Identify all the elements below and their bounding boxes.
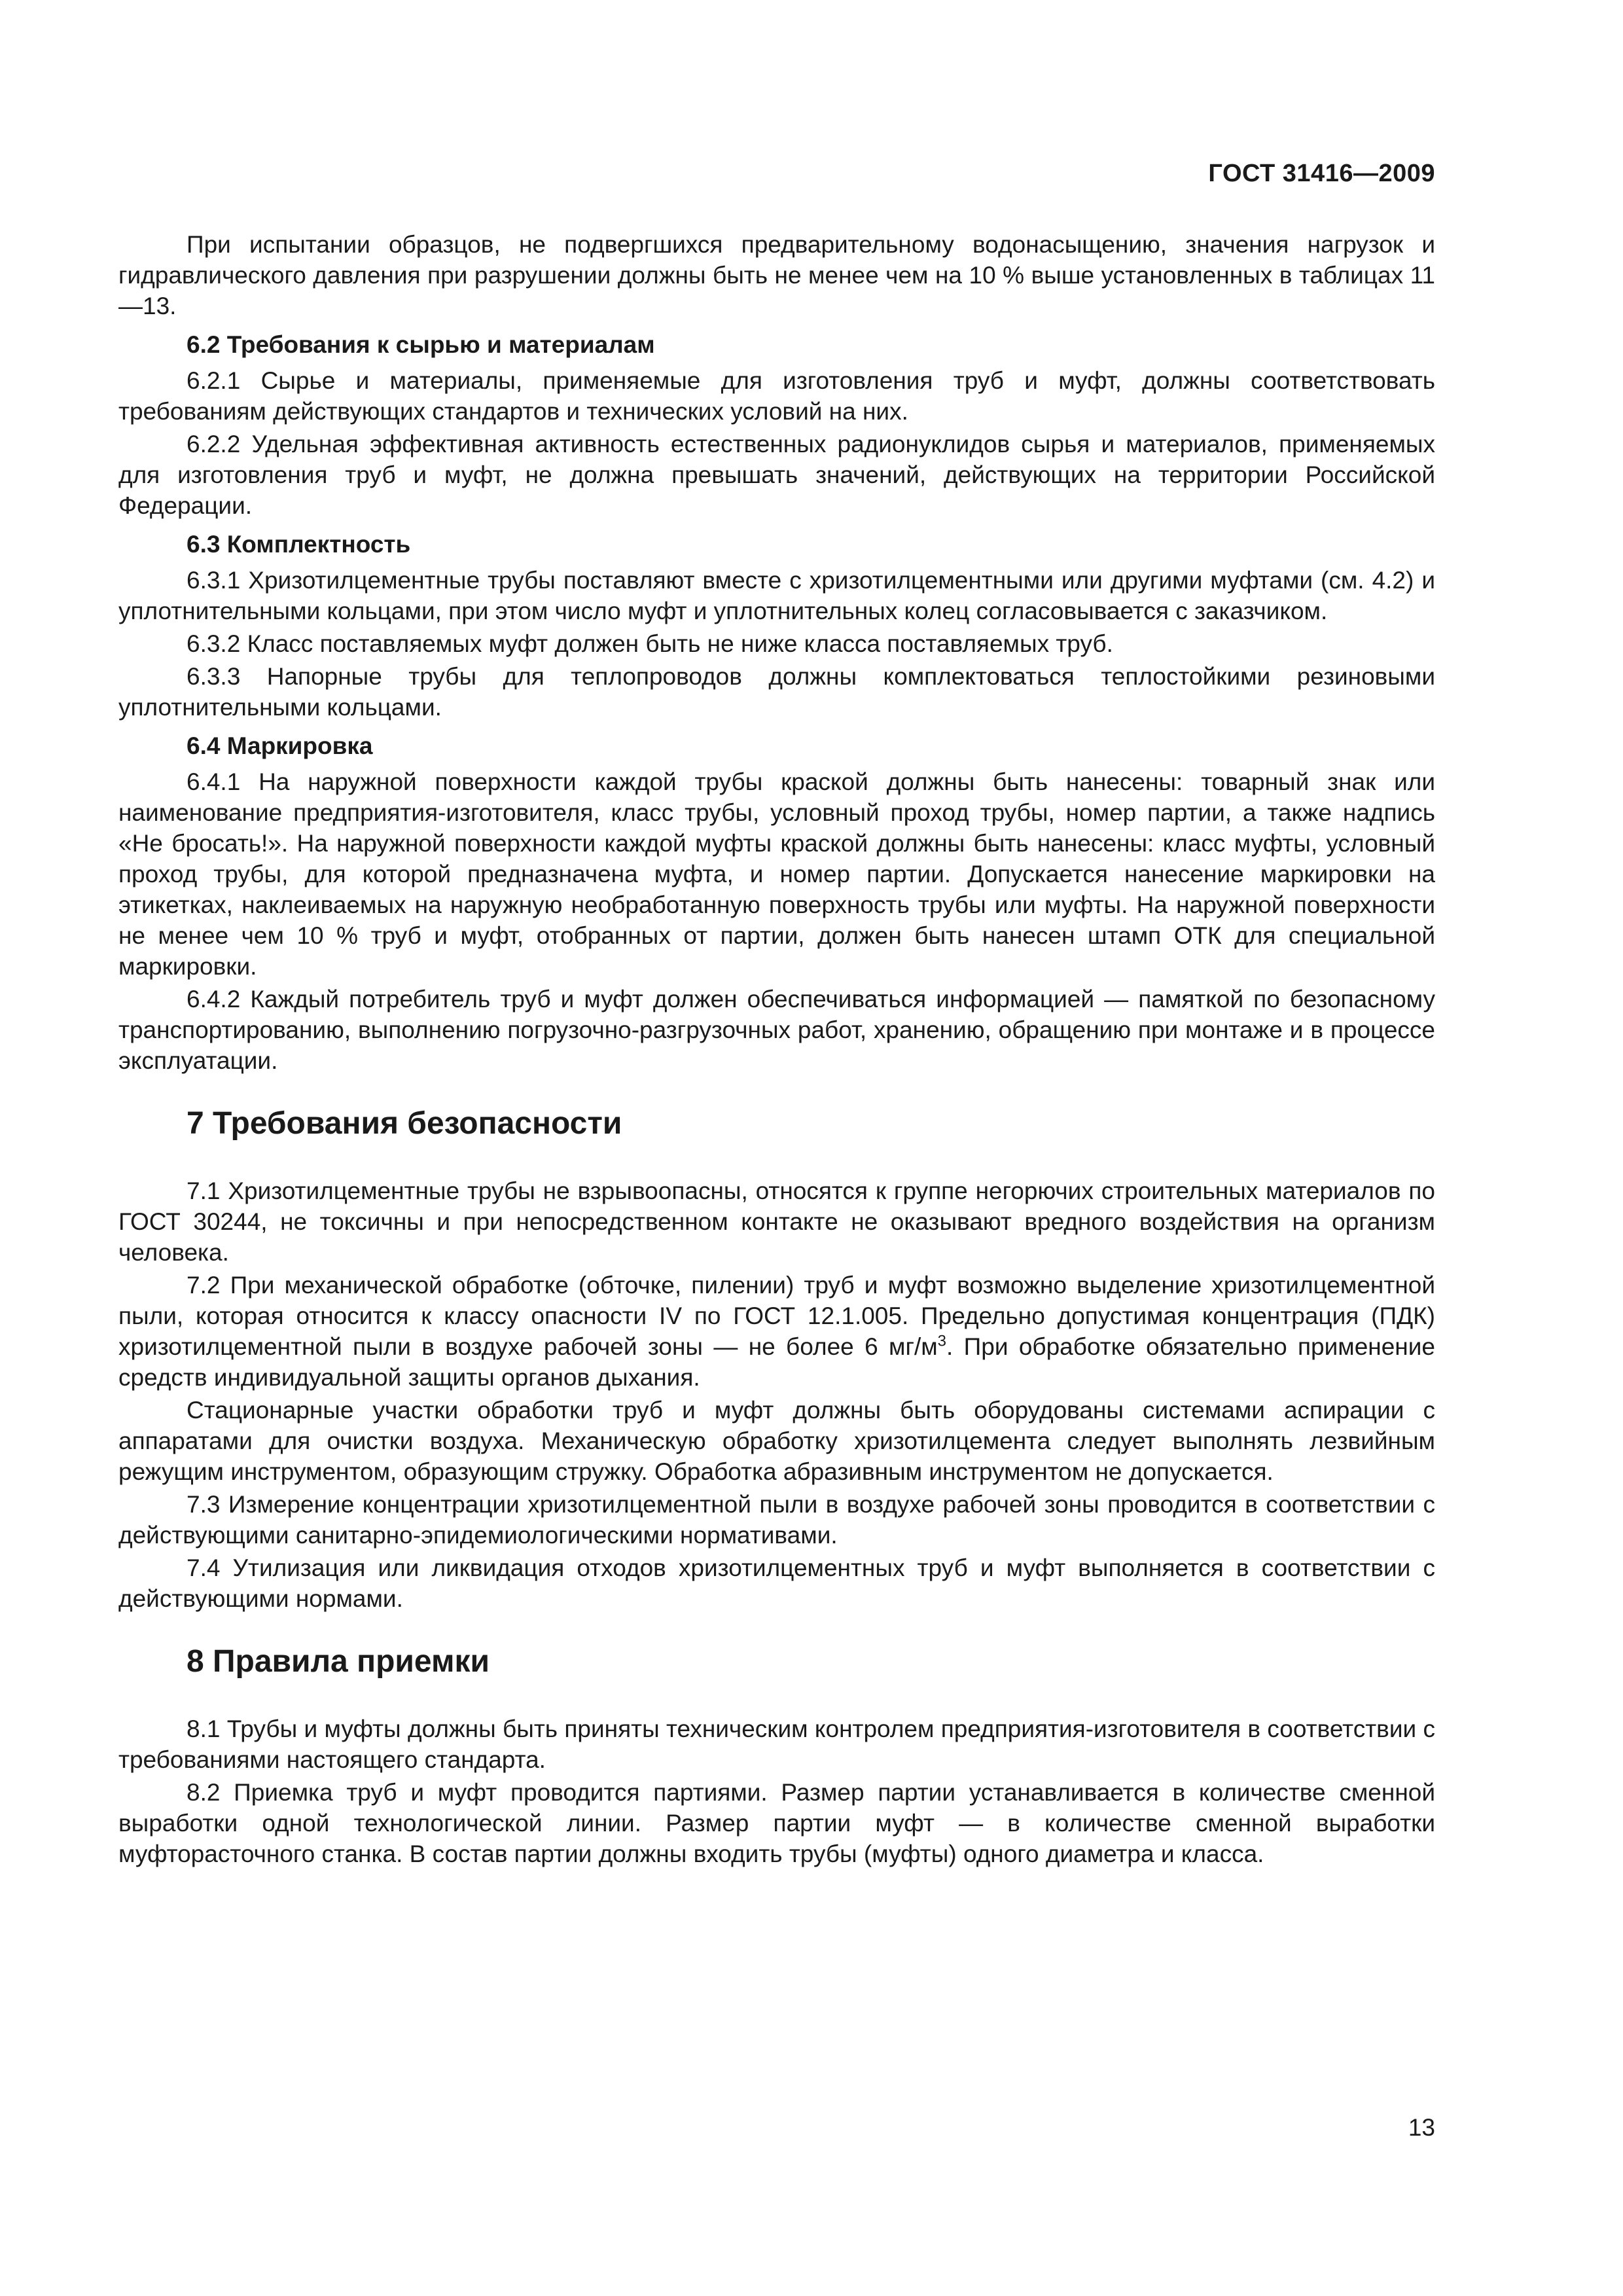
paragraph-text: 7.2 При механической обработке (обточке, пилении) труб и муфт возможно выделение хризотилцементной пыли, которая относится к классу опасности IV по ГОСТ 12.1.005. Предельно допустимая концентрация (ПДК) хризотилцементной пыли в воздухе рабочей зоны — не более 6 мг/м [118,1272,1435,1360]
section-heading: 7 Требования безопасности [187,1106,622,1141]
paragraph: 6.4.1 На наружной поверхности каждой трубы краской должны быть нанесены: товарный знак или наименование предприятия-изготовителя, класс трубы, условный проход трубы, номер партии, а также надпись «Не бросать!». На наружной поверхности каждой муфты краской должны быть нанесены: класс муфты, условный проход трубы, для которой предназначена муфта, и номер партии. Допускается нанесение маркировки на этикетках, наклеиваемых на наружную необработанную поверхность трубы или муфты. На наружной поверхности не менее чем 10 % труб и муфт, отобранных от партии, должен быть нанесен штамп ОТК для специальной маркировки. [118,768,1435,980]
paragraph: 8.1 Трубы и муфты должны быть приняты техническим контролем предприятия-изготовителя в соответствии с требованиями настоящего стандарта. [118,1715,1435,1773]
paragraph: При испытании образцов, не подвергшихся предварительному водонасыщению, значения нагрузок и гидравлического давления при разрушении должны быть не менее чем на 10 % выше установленных в таблицах 11—13. [118,231,1435,319]
superscript: 3 [937,1332,947,1350]
paragraph-text-tail: . При обработке обязательно применение средств индивидуальной защиты органов дыхания. [118,1333,1435,1391]
paragraph: 7.4 Утилизация или ликвидация отходов хризотилцементных труб и муфт выполняется в соответствии с действующими нормами. [118,1554,1435,1612]
paragraph: 6.3.2 Класс поставляемых муфт должен быть не ниже класса поставляемых труб. [187,630,1113,657]
paragraph: 6.4.2 Каждый потребитель труб и муфт должен обеспечиваться информацией — памяткой по безопасному транспортированию, выполнению погрузочно-разгрузочных работ, хранению, обращению при монтаже и в процессе эксплуатации. [118,986,1435,1074]
paragraph: 7.3 Измерение концентрации хризотилцементной пыли в воздухе рабочей зоны проводится в соответствии с действующими санитарно-эпидемиологическими нормативами. [118,1491,1435,1549]
paragraph: 6.3.3 Напорные трубы для теплопроводов должны комплектоваться теплостойкими резиновыми уплотнительными кольцами. [118,663,1435,721]
subsection-heading: 6.4 Маркировка [187,732,373,759]
paragraph: 8.2 Приемка труб и муфт проводится партиями. Размер партии устанавливается в количестве сменной выработки одной технологической линии. Размер партии муфт — в количестве сменной выработки муфторасточного станка. В состав партии должны входить трубы (муфты) одного диаметра и класса. [118,1779,1435,1867]
paragraph: Стационарные участки обработки труб и муфт должны быть оборудованы системами аспирации с аппаратами для очистки воздуха. Механическую обработку хризотилцемента следует выполнять лезвийным режущим инструментом, образующим стружку. Обработка абразивным инструментом не допускается. [118,1397,1435,1485]
document-code: ГОСТ 31416—2009 [1208,160,1435,187]
paragraph [118,1270,1435,1393]
document-body [118,229,1435,1871]
paragraph: 7.1 Хризотилцементные трубы не взрывоопасны, относятся к группе негорючих строительных материалов по ГОСТ 30244, не токсичны и при непосредственном контакте не оказывают вредного воздействия на организм человека. [118,1177,1435,1266]
paragraph: 6.2.1 Сырье и материалы, применяемые для изготовления труб и муфт, должны соответствовать требованиям действующих стандартов и технических условий на них. [118,367,1435,425]
section-heading: 8 Правила приемки [187,1644,490,1679]
page-number: 13 [1408,2114,1435,2141]
subsection-heading: 6.3 Комплектность [187,531,411,558]
paragraph: 6.3.1 Хризотилцементные трубы поставляют вместе с хризотилцементными или другими муфтами (см. 4.2) и уплотнительными кольцами, при этом число муфт и уплотнительных колец согласовывается с заказчиком. [118,567,1435,624]
subsection-heading: 6.2 Требования к сырью и материалам [187,331,655,358]
paragraph: 6.2.2 Удельная эффективная активность естественных радионуклидов сырья и материалов, применяемых для изготовления труб и муфт, не должна превышать значений, действующих на территории Российской Федерации. [118,431,1435,519]
